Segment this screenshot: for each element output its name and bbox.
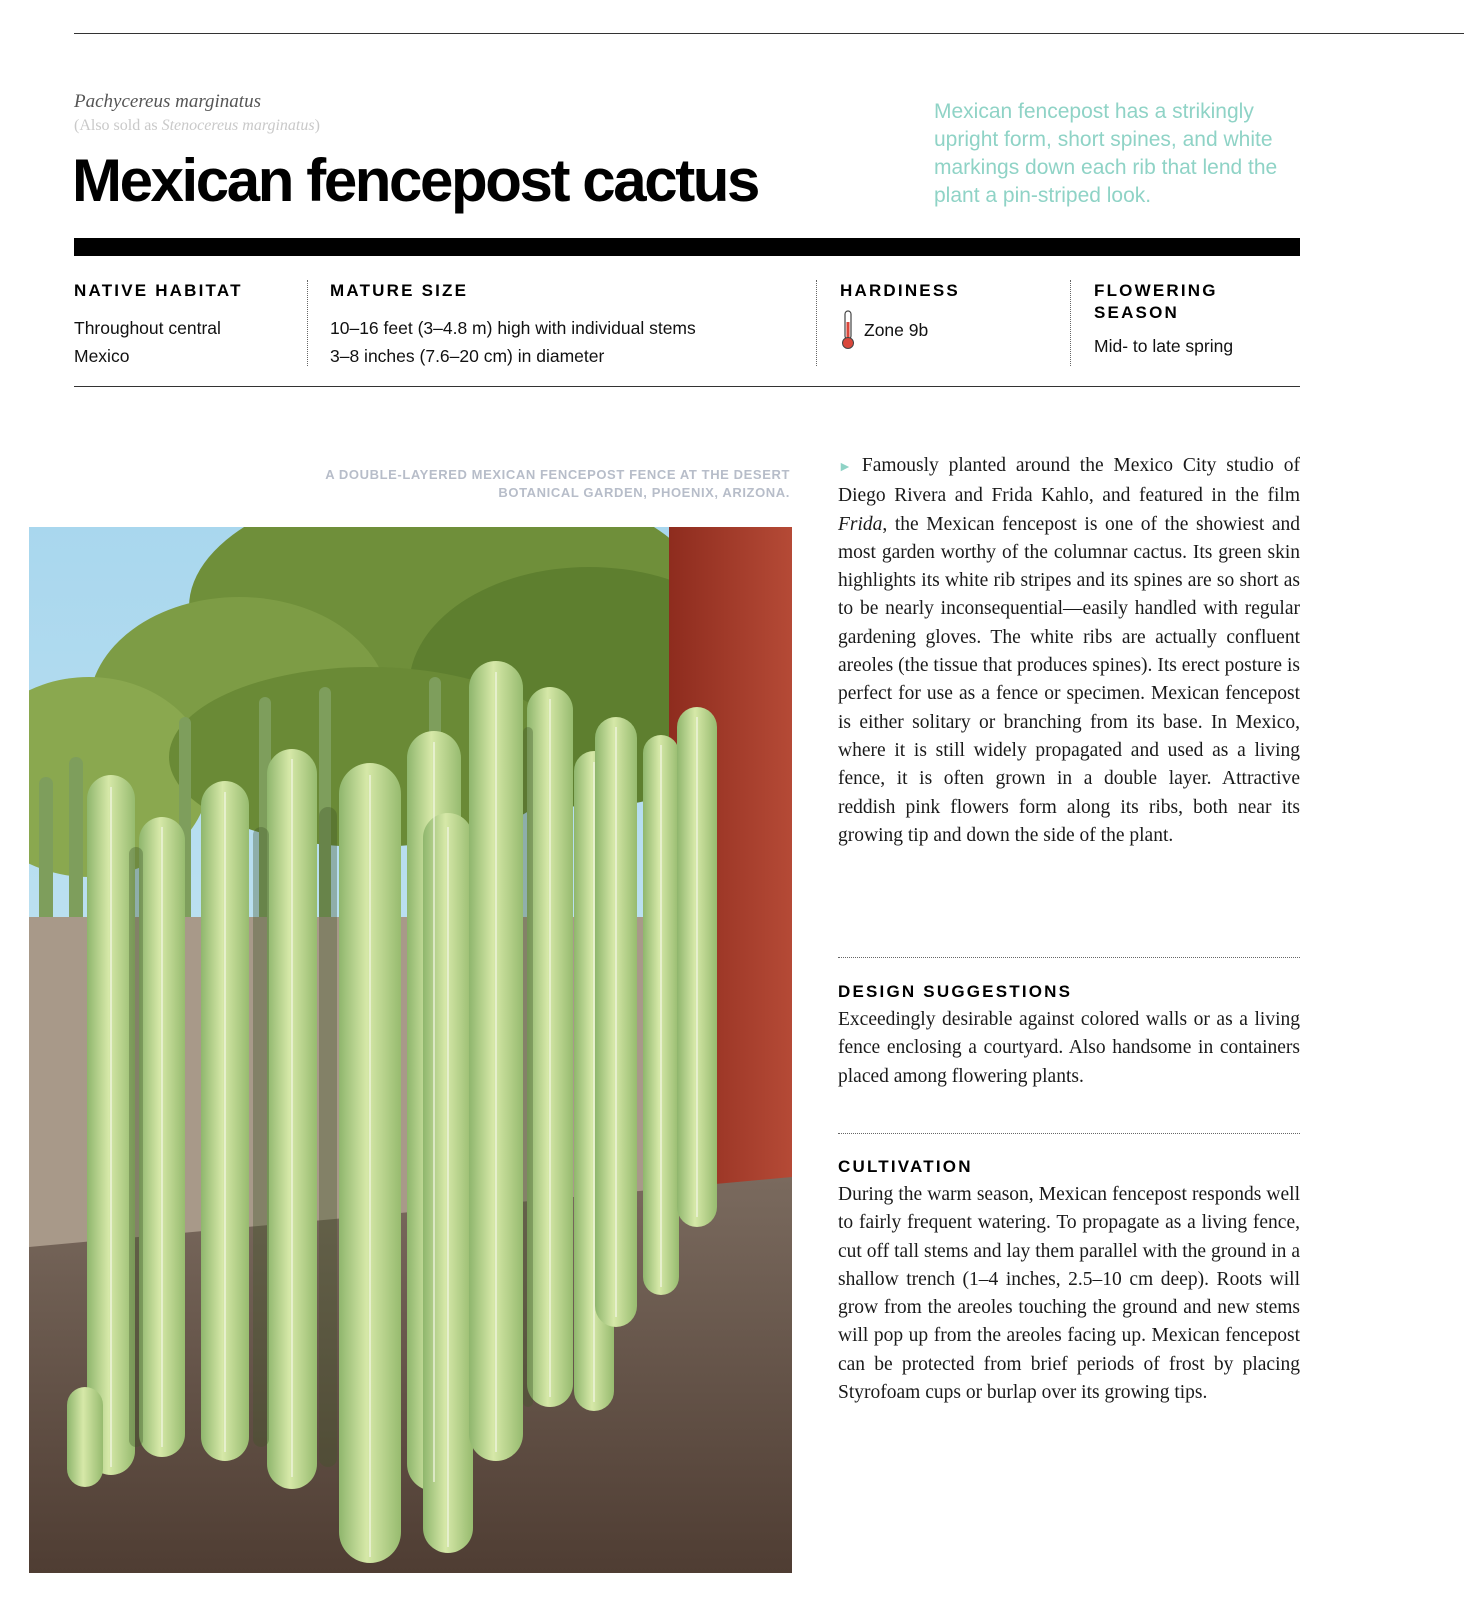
thermometer-icon [840, 310, 856, 350]
scientific-name: Pachycereus marginatus [74, 91, 261, 112]
fact-label-line: SEASON [1094, 303, 1179, 322]
top-rule [74, 33, 1464, 34]
fact-label [1094, 280, 1314, 324]
title-bar-divider [74, 238, 1300, 256]
fact-divider [307, 280, 308, 366]
fact-label: MATURE SIZE [330, 281, 469, 300]
design-suggestions-heading: DESIGN SUGGESTIONS [838, 982, 1073, 1001]
fact-value [330, 314, 800, 370]
fact-native-habitat [74, 280, 294, 370]
also-sold-note [74, 117, 320, 135]
fact-label-line: FLOWERING [1094, 281, 1218, 300]
body-intro-paragraph [838, 452, 1300, 850]
fact-hardiness [840, 280, 1060, 350]
fact-value [74, 314, 294, 370]
photo-caption-line: BOTANICAL GARDEN, PHOENIX, ARIZONA. [498, 485, 790, 500]
also-sold-name: Stenocereus marginatus [161, 117, 315, 134]
fact-value-line: Throughout central [74, 318, 221, 338]
intro-text-post: , the Mexican fencepost is one of the showiest and most garden worthy of the columnar cactus. Its green skin highlights its white rib stripes and its spines are so short as to be nearly inconsequential—easily handled with regular gardening gloves. The white ribs are actually confluent areoles (the tissue that produces spines). Its erect posture is perfect for use as a fence or specimen. Mexican fencepost is either solitary or branching from its base. In Mexico, where it is still widely propagated and used as a living fence, it is often grown in a double layer. Attractive reddish pink flowers form along its ribs, both near its growing tip and down the side of the plant. [838, 513, 1300, 846]
section-divider [838, 957, 1300, 958]
fact-value: Mid- to late spring [1094, 336, 1234, 356]
cultivation-text: During the warm season, Mexican fencepost responds well to fairly frequent watering. To propagate as a living fence, cut off tall stems and lay them parallel with the ground in a shallow trench (1–4 inches, 2.5–10 cm deep). Roots will grow from the areoles touching the ground and new stems will pop up from the areoles facing up. Mexican fencepost can be protected from brief periods of frost by placing Styrofoam cups or burlap over its growing tips. [838, 1184, 1300, 1404]
photo-caption-line: A DOUBLE-LAYERED MEXICAN FENCEPOST FENCE AT THE DESERT [325, 467, 790, 482]
fact-value-line: Mexico [74, 346, 130, 366]
section-divider [838, 1133, 1300, 1134]
film-title: Frida [838, 513, 883, 535]
fact-value-line: 3–8 inches (7.6–20 cm) in diameter [330, 346, 605, 366]
cactus-fence-illustration [29, 527, 792, 1573]
fact-mature-size [330, 280, 800, 370]
intro-text-pre: Famously planted around the Mexico City studio of Diego Rivera and Frida Kahlo, and featured in the film [838, 455, 1300, 507]
facts-bottom-rule [74, 386, 1300, 387]
page-title: Mexican fencepost cactus [72, 147, 759, 214]
arrow-icon: ► [838, 460, 852, 475]
also-sold-suffix: ) [314, 117, 320, 134]
hardiness-zone: Zone 9b [864, 320, 929, 340]
fact-value [840, 310, 1060, 350]
cultivation-heading: CULTIVATION [838, 1157, 973, 1176]
fact-flowering-season [1094, 280, 1314, 360]
cactus-fence-photo [29, 527, 792, 1573]
fact-value-line: 10–16 feet (3–4.8 m) high with individual stems [330, 318, 696, 338]
photo-caption [240, 466, 790, 502]
fact-divider [1070, 280, 1071, 366]
intro-blurb: Mexican fencepost has a strikingly upright form, short spines, and white markings down each rib that lend the plant a pin-striped look. [934, 100, 1278, 207]
fact-label: HARDINESS [840, 281, 960, 300]
also-sold-prefix: (Also sold as [74, 117, 158, 134]
design-suggestions-text: Exceedingly desirable against colored walls or as a living fence enclosing a courtyard. Also handsome in containers placed among flowering plants. [838, 1009, 1300, 1087]
fact-divider [816, 280, 817, 366]
fact-label: NATIVE HABITAT [74, 281, 243, 300]
